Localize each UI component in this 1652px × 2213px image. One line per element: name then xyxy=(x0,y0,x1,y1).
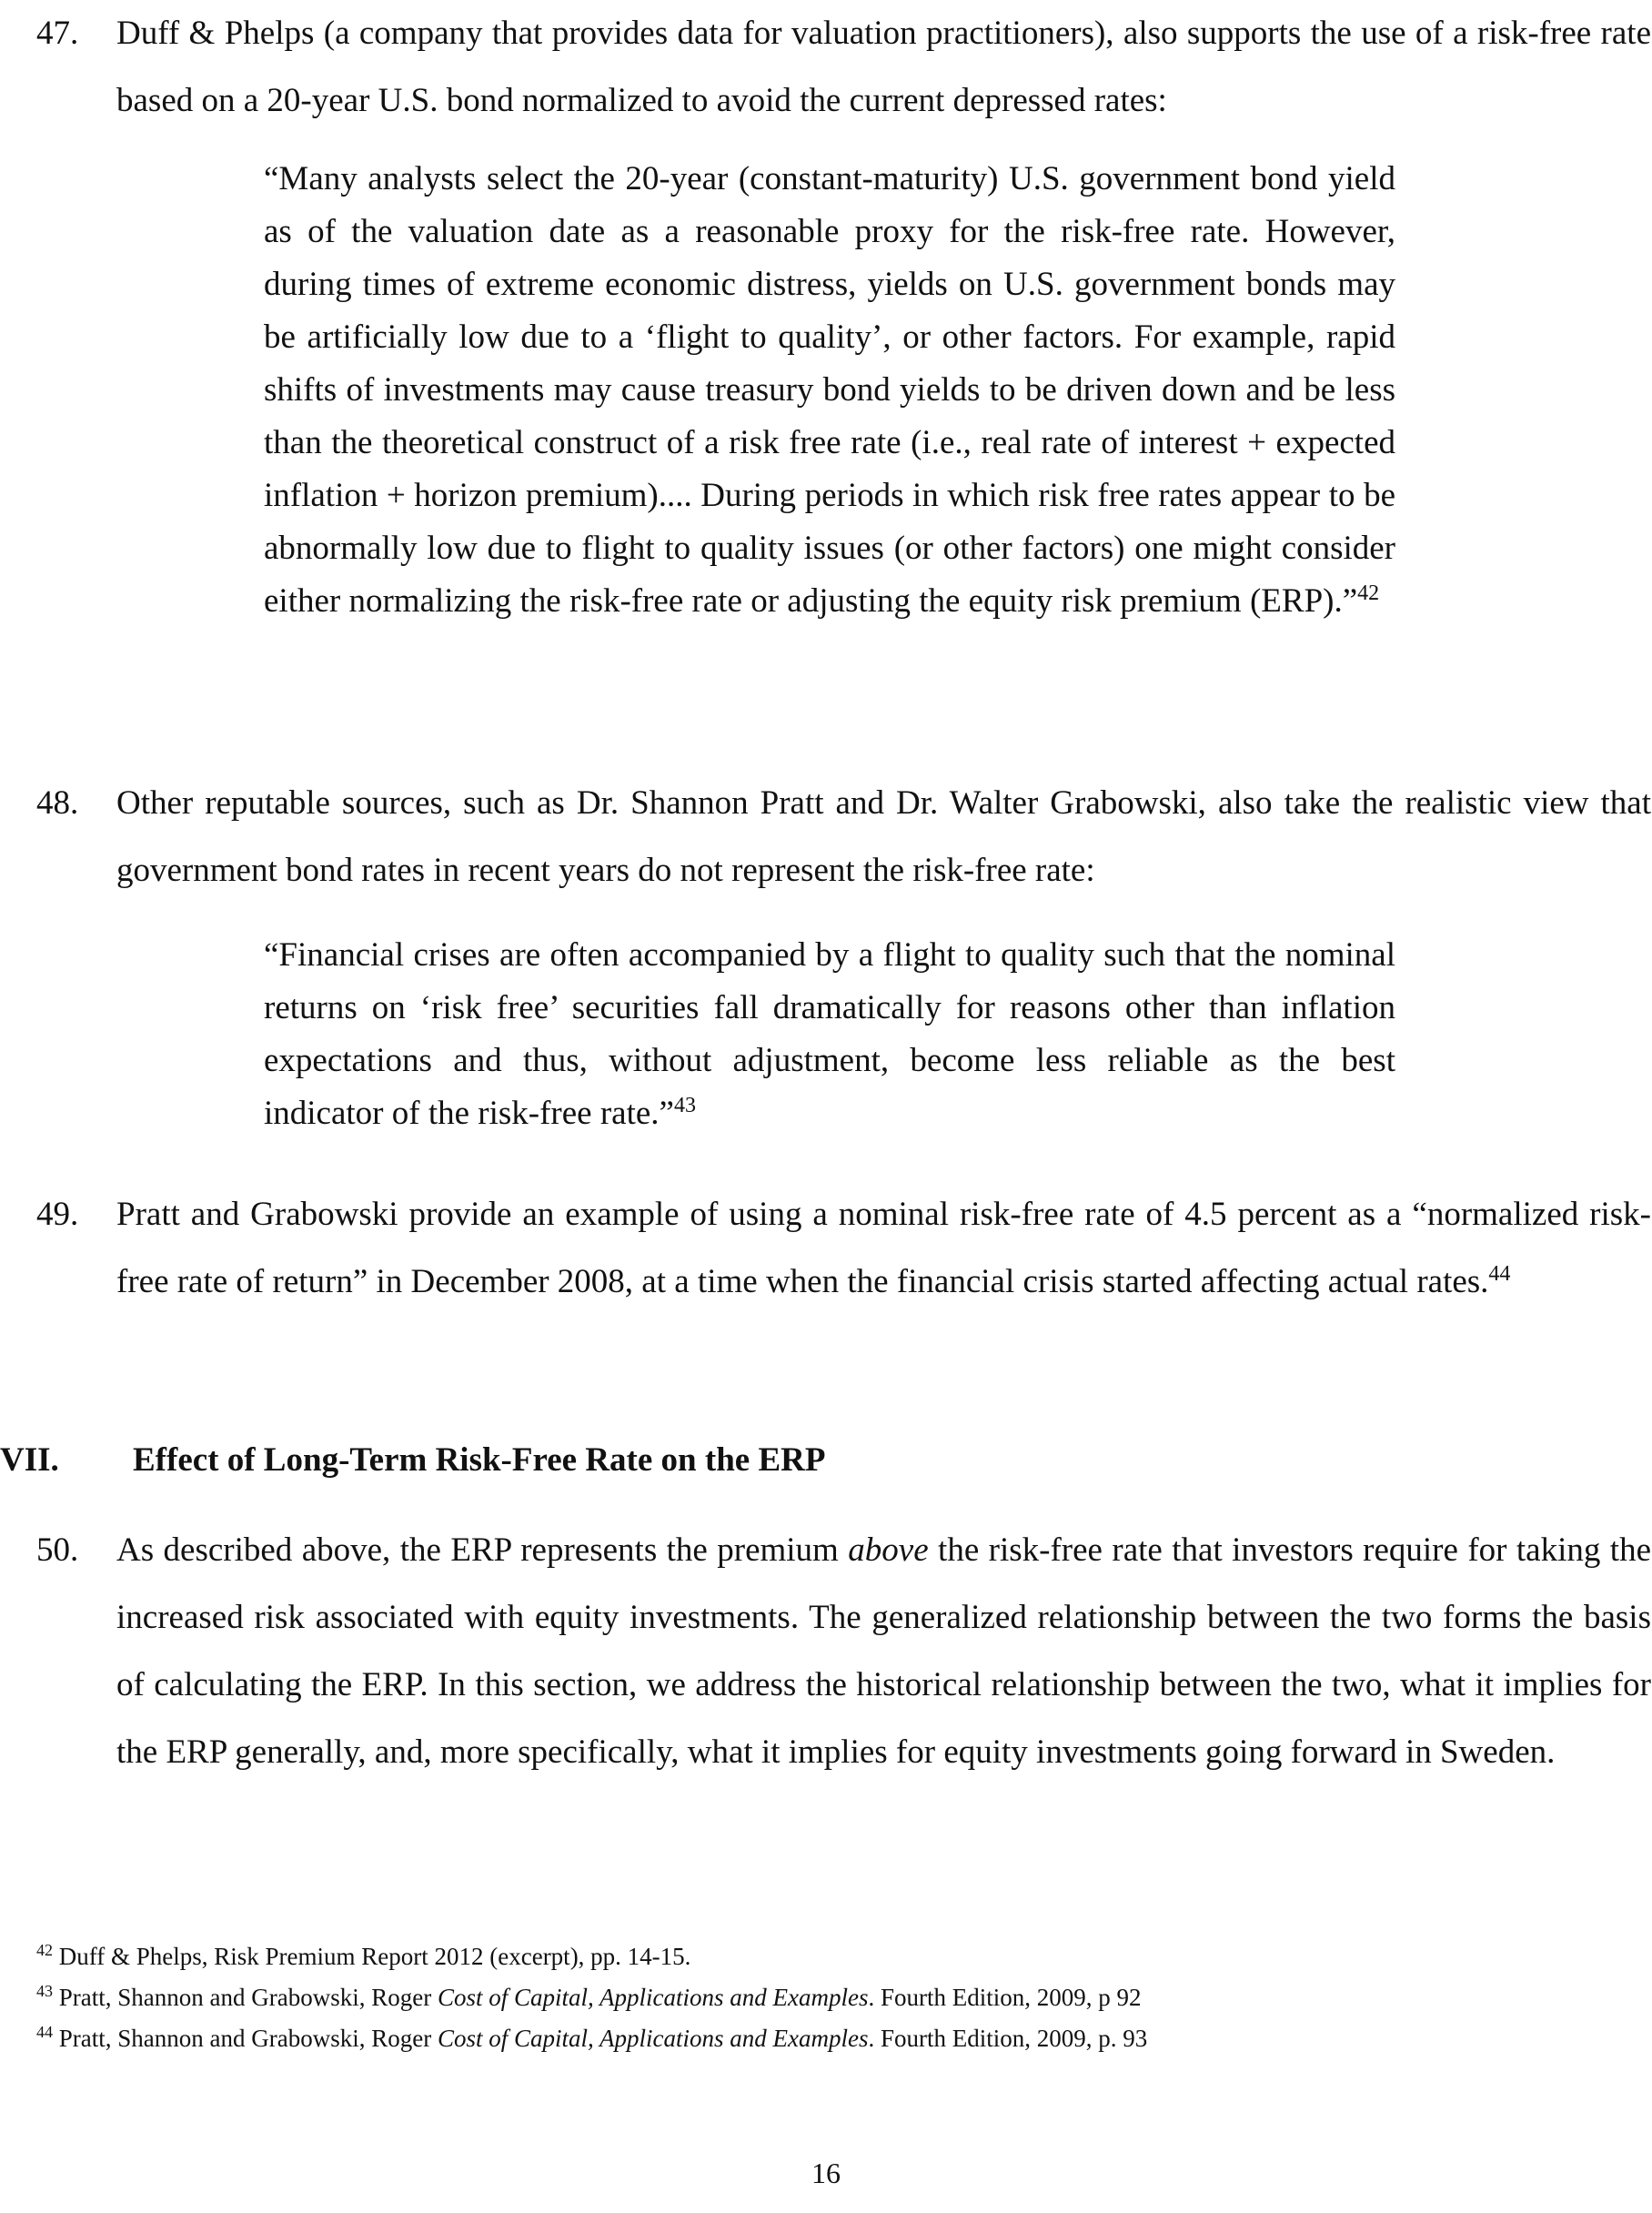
section-heading xyxy=(0,1427,1652,1494)
footnote-ref-44[interactable]: 44 xyxy=(1488,1261,1511,1286)
footnote-number: 42 xyxy=(36,1941,53,1959)
block-quote-pratt-grabowski xyxy=(264,929,1395,1140)
paragraph-49 xyxy=(36,1181,1651,1316)
section-number: VII. xyxy=(0,1441,59,1479)
footnotes xyxy=(36,1936,1619,2059)
quote-text: “Financial crises are often accompanied by a flight to quality such that the nominal returns on ‘risk free’ securities fall dramatically for reasons other than inflation expectations and thus, without adjustment, become less reliable as the best indicator of the risk-free rate.” xyxy=(264,936,1395,1132)
paragraph-text: Other reputable sources, such as Dr. Shannon Pratt and Dr. Walter Grabowski, also take the realistic view that government bond rates in recent years do not represent the risk-free rate: xyxy=(116,784,1651,889)
paragraph-number: 50. xyxy=(36,1531,79,1569)
paragraph-number: 49. xyxy=(36,1196,79,1233)
paragraph-text-wrap xyxy=(116,1517,1651,1786)
paragraph-number: 47. xyxy=(36,15,79,52)
paragraph-text-emphasis: above xyxy=(848,1531,929,1569)
paragraph-47 xyxy=(36,0,1651,135)
footnote-text-before: Pratt, Shannon and Grabowski, Roger xyxy=(58,2025,438,2052)
footnote-44 xyxy=(36,2018,1619,2059)
paragraph-number: 48. xyxy=(36,784,79,822)
quote-text: “Many analysts select the 20-year (constant-maturity) U.S. government bond yield as of the valuation date as a reasonable proxy for the risk-free rate. However, during times of extreme economic distress, yields on U.S. government bonds may be artificially low due to a ‘flight to quality’, or other factors. For example, rapid shifts of investments may cause treasury bond yields to be driven down and be less than the theoretical construct of a risk free rate (i.e., real rate of interest + expected inflation + horizon premium).... During periods in which risk free rates appear to be abnormally low due to flight to quality issues (or other factors) one might consider either normalizing the risk-free rate or adjusting the equity risk premium (ERP).” xyxy=(264,160,1395,620)
footnote-number: 44 xyxy=(36,2023,53,2041)
paragraph-text: Duff & Phelps (a company that provides data for valuation practitioners), also supports the use of a risk-free rate based on a 20-year U.S. bond normalized to avoid the current depressed rates: xyxy=(116,15,1651,119)
block-quote-duff-phelps xyxy=(264,153,1395,628)
footnote-text: Duff & Phelps, Risk Premium Report 2012 (excerpt), pp. 14-15. xyxy=(58,1943,691,1970)
section-title: Effect of Long-Term Risk-Free Rate on the ERP xyxy=(133,1441,826,1479)
footnote-number: 43 xyxy=(36,1982,53,2000)
paragraph-text-after: the risk-free rate that investors require for taking the increased risk associated with equity investments. The generalized relationship between the two forms the basis of calculating the ERP. In this section, we address the historical relationship between the two, what it implies for the ERP generally, and, more specifically, what it implies for equity investments going forward in Sweden. xyxy=(116,1531,1651,1771)
footnote-ref-43[interactable]: 43 xyxy=(673,1093,696,1117)
page-number: 16 xyxy=(811,2157,841,2189)
paragraph-48 xyxy=(36,770,1651,904)
footnote-43 xyxy=(36,1977,1619,2018)
paragraph-text-before: As described above, the ERP represents the premium xyxy=(116,1531,849,1569)
footnote-text-after: . Fourth Edition, 2009, p. 93 xyxy=(868,2025,1148,2052)
footnote-text-before: Pratt, Shannon and Grabowski, Roger xyxy=(58,1984,438,2011)
footnote-text-after: . Fourth Edition, 2009, p 92 xyxy=(868,1984,1142,2011)
paragraph-50 xyxy=(36,1517,1651,1786)
footnote-title: Cost of Capital, Applications and Examples xyxy=(437,1984,869,2011)
paragraph-text: Pratt and Grabowski provide an example of using a nominal risk-free rate of 4.5 percent as a “normalized risk-free rate of return” in December 2008, at a time when the financial crisis started affecting actual rates. xyxy=(116,1196,1651,1300)
footnote-42 xyxy=(36,1936,1619,1977)
footnote-title: Cost of Capital, Applications and Examples xyxy=(437,2025,869,2052)
footnote-ref-42[interactable]: 42 xyxy=(1357,581,1380,605)
paragraph-text-wrap xyxy=(116,1181,1651,1316)
